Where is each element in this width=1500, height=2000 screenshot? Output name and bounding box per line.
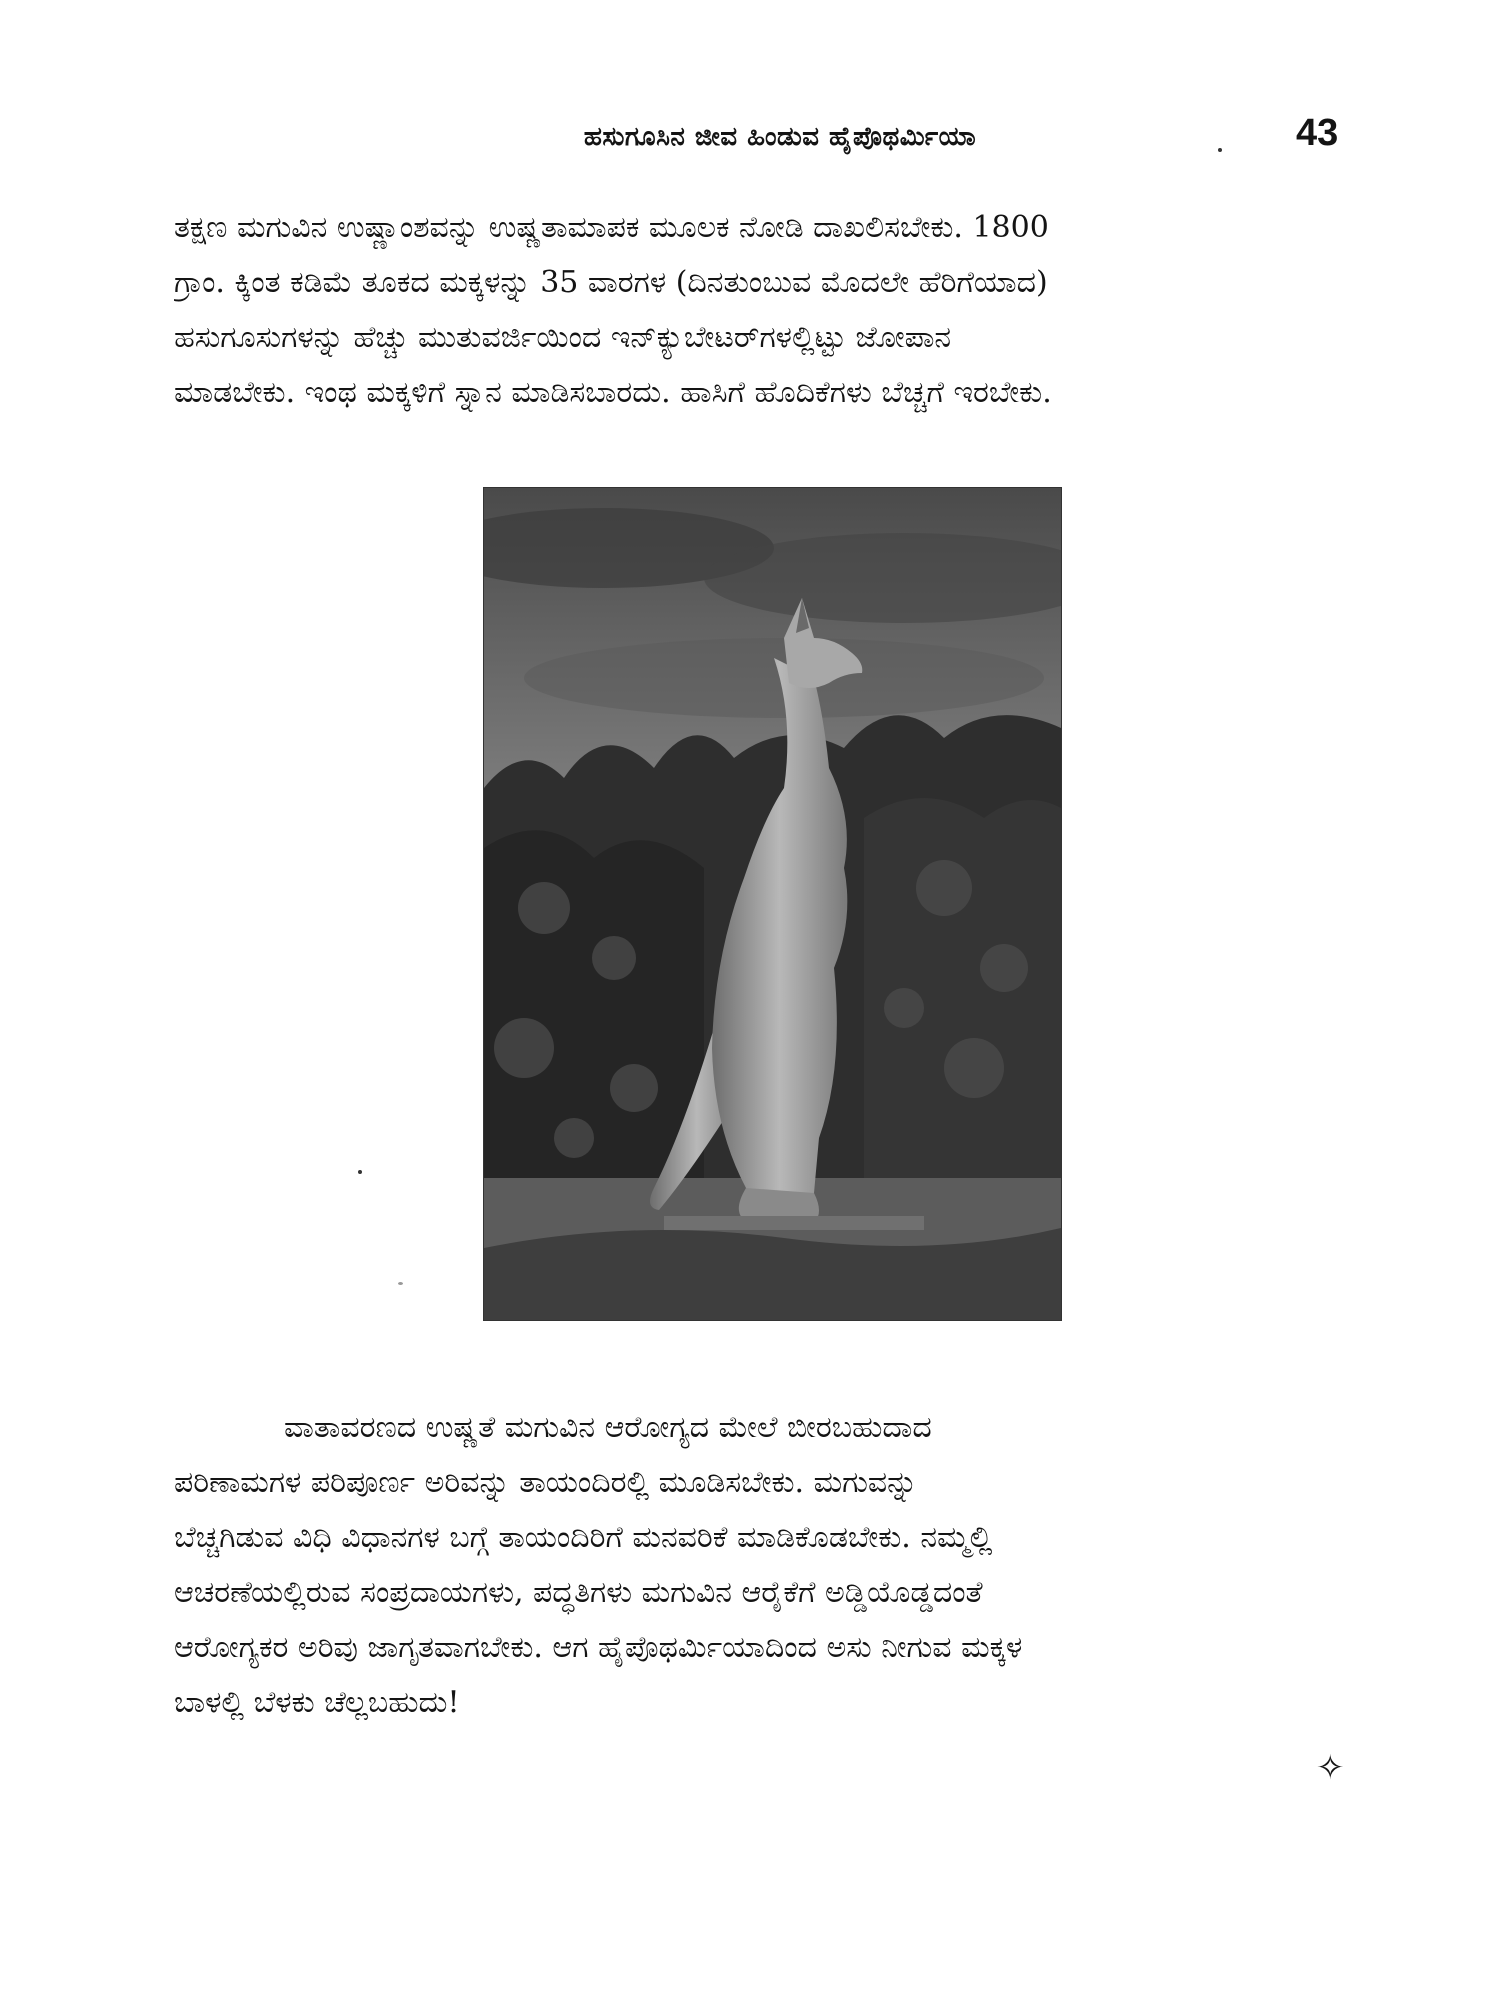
print-speck (398, 1282, 403, 1285)
kangaroo-statue-photo (483, 487, 1062, 1321)
text-line: ಬೆಚ್ಚಗಿಡುವ ವಿಧಿ ವಿಧಾನಗಳ ಬಗ್ಗೆ ತಾಯಂದಿರಿಗೆ ಮನವರಿಕೆ ಮಾಡಿಕೊಡಬೇಕು. ನಮ್ಮಲ್ಲಿ (174, 1520, 993, 1555)
print-speck (358, 1170, 362, 1174)
paragraph-2 (174, 1400, 1350, 1730)
text-line: ಆರೋಗ್ಯಕರ ಅರಿವು ಜಾಗೃತವಾಗಬೇಕು. ಆಗ ಹೈಪೊಥರ್ಮಿಯಾದಿಂದ ಅಸು ನೀಗುವ ಮಕ್ಕಳ (174, 1630, 1023, 1665)
text-line: ಪರಿಣಾಮಗಳ ಪರಿಪೂರ್ಣ ಅರಿವನ್ನು ತಾಯಂದಿರಲ್ಲಿ ಮೂಡಿಸಬೇಕು. ಮಗುವನ್ನು (174, 1465, 918, 1500)
text-line: ಹಸುಗೂಸುಗಳನ್ನು ಹೆಚ್ಚು ಮುತುವರ್ಜಿಯಿಂದ ಇನ್‌ಕ್ಯುಬೇಟರ್‌ಗಳಲ್ಲಿಟ್ಟು ಜೋಪಾನ (174, 320, 952, 355)
print-speck (1218, 148, 1222, 152)
text-line: ತಕ್ಷಣ ಮಗುವಿನ ಉಷ್ಣಾಂಶವನ್ನು ಉಷ್ಣತಾಮಾಪಕ ಮೂಲಕ ನೋಡಿ ದಾಖಲಿಸಬೇಕು. 1800 (174, 210, 1049, 245)
text-line: ಬಾಳಲ್ಲಿ ಬೆಳಕು ಚೆಲ್ಲಬಹುದು! (174, 1685, 460, 1720)
running-title: ಹಸುಗೂಸಿನ ಜೀವ ಹಿಂಡುವ ಹೈಪೊಥರ್ಮಿಯಾ (583, 122, 977, 152)
page-number: 43 (1296, 112, 1339, 154)
photo-image (484, 488, 1061, 1320)
text-line: ಗ್ರಾಂ. ಕ್ಕಿಂತ ಕಡಿಮೆ ತೂಕದ ಮಕ್ಕಳನ್ನು 35 ವಾರಗಳ (ದಿನತುಂಬುವ ಮೊದಲೇ ಹೆರಿಗೆಯಾದ) (174, 265, 1048, 300)
text-line: ವಾತಾವರಣದ ಉಷ್ಣತೆ ಮಗುವಿನ ಆರೋಗ್ಯದ ಮೇಲೆ ಬೀರಬಹುದಾದ (284, 1410, 932, 1445)
text-line: ಆಚರಣೆಯಲ್ಲಿರುವ ಸಂಪ್ರದಾಯಗಳು, ಪದ್ಧತಿಗಳು ಮಗುವಿನ ಆರೈಕೆಗೆ ಅಡ್ಡಿಯೊಡ್ಡದಂತೆ (174, 1575, 983, 1610)
paragraph-1 (174, 200, 1350, 420)
end-ornament-icon: ✧ (1316, 1748, 1345, 1788)
text-line: ಮಾಡಬೇಕು. ಇಂಥ ಮಕ್ಕಳಿಗೆ ಸ್ನಾನ ಮಾಡಿಸಬಾರದು. ಹಾಸಿಗೆ ಹೊದಿಕೆಗಳು ಬೆಚ್ಚಗೆ ಇರಬೇಕು. (174, 375, 1052, 410)
